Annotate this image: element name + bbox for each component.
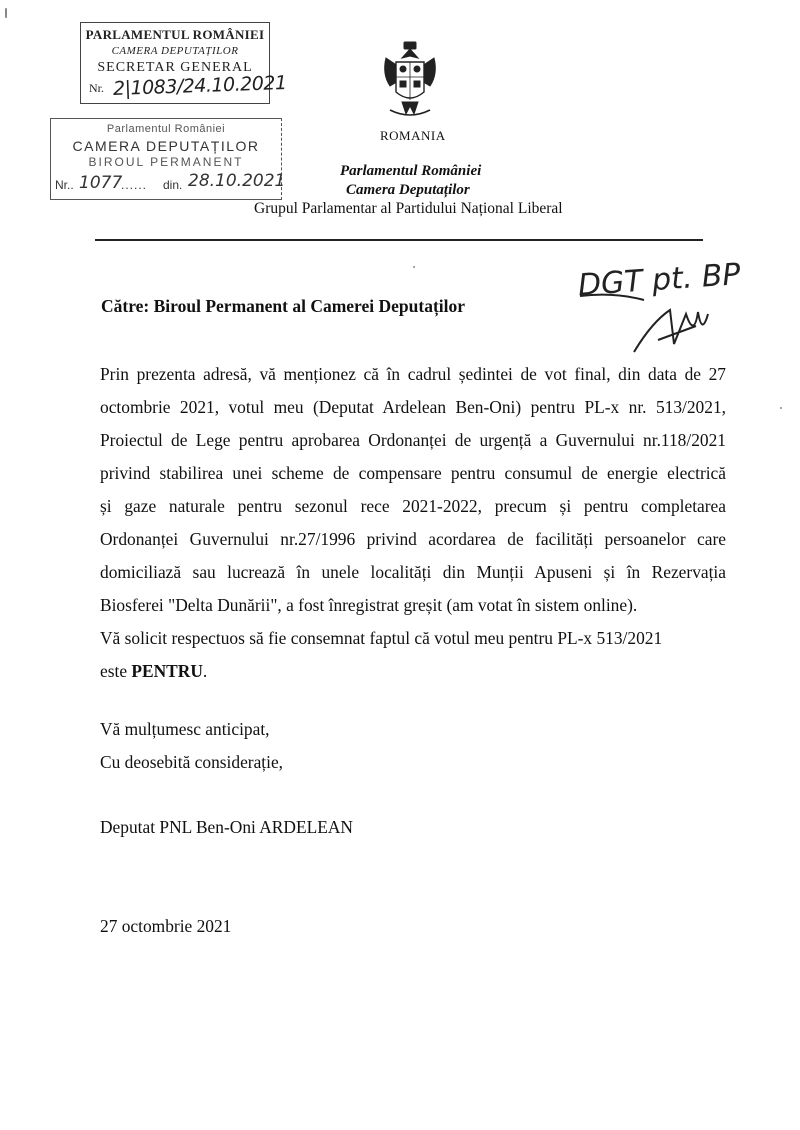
bureau-stamp-date-value: 28.10.2021 [188, 171, 286, 191]
handwritten-note [574, 252, 746, 362]
registry-stamp-line2: CAMERA DEPUTAȚILOR [111, 45, 239, 57]
bureau-stamp-dots: ...... [121, 178, 148, 192]
body-line: Ordonanței Guvernului nr.27/1996 privind acordarea de facilități persoanelor care [100, 529, 726, 549]
registry-stamp-number-label: Nr. [89, 81, 104, 95]
registry-stamp [80, 22, 287, 104]
registry-stamp-line3: SECRETAR GENERAL [97, 60, 253, 75]
chamber-name: Camera Deputaților [346, 182, 470, 198]
vote-value: PENTRU [131, 661, 203, 681]
vote-line [100, 655, 726, 688]
body-line: octombrie 2021, votul meu (Deputat Ardelean Ben-Oni) pentru PL-x nr. 513/2021, [100, 397, 726, 417]
permanent-bureau-stamp [50, 118, 286, 200]
bureau-stamp-date-label: din. [163, 178, 183, 192]
letter-recipient: Către: Biroul Permanent al Camerei Deputaților [101, 296, 466, 316]
institution-name: Parlamentul României [340, 163, 482, 179]
parliamentary-group: Grupul Parlamentar al Partidului Național Liberal [254, 200, 563, 217]
body-line: și gaze naturale pentru sezonul rece 2021-2022, precum și pentru completarea [100, 496, 726, 516]
bureau-stamp-line3: BIROUL PERMANENT [88, 155, 244, 169]
body-line: domiciliază sau lucrează în unele localități din Munții Apuseni și în Rezervația [100, 562, 726, 582]
scan-mark [5, 8, 7, 18]
coat-of-arms-icon [380, 40, 440, 122]
bureau-stamp-line2: CAMERA DEPUTAȚILOR [72, 138, 260, 154]
vote-prefix: este [100, 661, 132, 681]
thanks-line: Vă mulțumesc anticipat, [100, 719, 270, 739]
scan-mark [413, 266, 415, 268]
signature-line: Deputat PNL Ben-Oni ARDELEAN [100, 817, 353, 837]
registry-stamp-number-value: 2|1083/24.10.2021 [112, 71, 287, 101]
body-line: Proiectul de Lege pentru aprobarea Ordonanței de urgență a Guvernului nr.118/2021 [100, 430, 726, 450]
letter-date: 27 octombrie 2021 [100, 916, 232, 936]
registry-stamp-line1: PARLAMENTUL ROMÂNIEI [85, 27, 265, 42]
body-line: privind stabilirea unei scheme de compensare pentru consumul de energie electrică [100, 463, 726, 483]
body-line: Vă solicit respectuos să fie consemnat faptul că votul meu pentru PL-x 513/2021 [100, 628, 663, 648]
scan-mark [780, 407, 782, 409]
handwritten-note-text: DGT pt. BP [576, 256, 742, 304]
bureau-stamp-line1: Parlamentul României [106, 123, 226, 135]
header-divider [95, 239, 703, 241]
bureau-stamp-number-label: Nr.. [55, 178, 74, 192]
handwritten-note-signature-icon [574, 252, 746, 362]
body-line: Prin prezenta adresă, vă menționez că în cadrul ședintei de vot final, din data de 27 [100, 364, 726, 384]
bureau-stamp-number-value: 1077 [79, 173, 123, 193]
country-label: ROMANIA [380, 128, 446, 143]
body-line: Biosferei "Delta Dunării", a fost înregistrat greșit (am votat în sistem online). [100, 595, 638, 615]
vote-suffix: . [202, 661, 208, 681]
regards-line: Cu deosebită considerație, [100, 752, 284, 772]
letter-body [100, 358, 726, 688]
